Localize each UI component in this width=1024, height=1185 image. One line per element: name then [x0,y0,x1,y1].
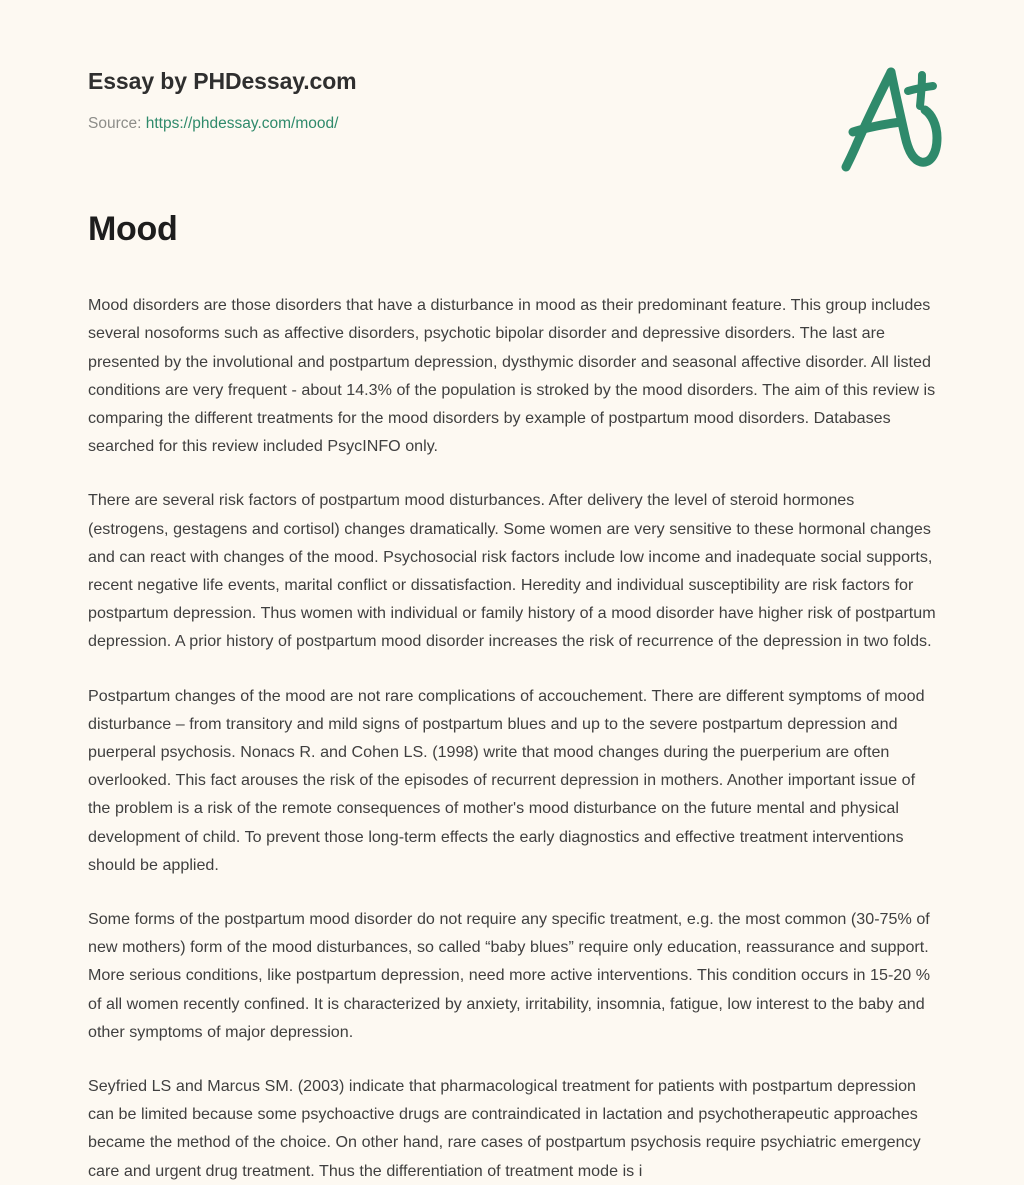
paragraph: Seyfried LS and Marcus SM. (2003) indicate that pharmacological treatment for patients with postpartum depression can be limited because some psychoactive drugs are contraindicated in lactation and psychotherapeutic approaches became the method of the choice. On other hand, rare cases of postpartum psychosis require psychiatric emergency care and urgent drug treatment. Thus the differentiation of treatment mode is i [88,1076,921,1180]
paragraph: Some forms of the postpartum mood disorder do not require any specific treatment, e.g. the most common (30-75% of new mothers) form of the mood disturbances, so called “baby blues” require only education, reassurance and support. More serious conditions, like postpartum depression, need more active interventions. This condition occurs in 15-20 % of all women recently confined. It is characterized by anxiety, irritability, insomnia, fatigue, low interest to the baby and other symptoms of major depression. [88,909,931,1041]
source-line [88,114,952,134]
page-title: Mood [88,210,178,248]
article [88,210,938,1185]
paragraph: Mood disorders are those disorders that have a disturbance in mood as their predominant feature. This group includes several nosoforms such as affective disorders, psychotic bipolar disorder and depressive disorders. The last are presented by the involutional and postpartum depression, dysthymic disorder and seasonal affective disorder. All listed conditions are very frequent - about 14.3% of the population is stroked by the mood disorders. The aim of this review is comparing the different treatments for the mood disorders by example of postpartum mood disorders. Databases searched for this review included PsycINFO only. [88,296,936,456]
paragraph: Postpartum changes of the mood are not rare complications of accouchement. There are different symptoms of mood disturbance – from transitory and mild signs of postpartum blues and up to the severe postpartum depression and puerperal psychosis. Nonacs R. and Cohen LS. (1998) write that mood changes during the puerperium are often overlooked. This fact arouses the risk of the episodes of recurrent depression in mothers. Another important issue of the problem is a risk of the remote consequences of mother's mood disturbance on the future mental and physical development of child. To prevent those long-term effects the early diagnostics and effective treatment interventions should be applied. [88,686,925,874]
a-plus-logo-icon [829,62,949,174]
a-plus-logo [829,62,949,174]
source-label: Source: [88,114,142,132]
source-url-link[interactable]: https://phdessay.com/mood/ [145,114,339,132]
article-body [88,291,938,1185]
page-header [88,68,952,178]
paragraph: There are several risk factors of postpartum mood disturbances. After delivery the level of steroid hormones (estrogens, gestagens and cortisol) changes dramatically. Some women are very sensitive to these hormonal changes and can react with changes of the mood. Psychosocial risk factors include low income and inadequate social supports, recent negative life events, marital conflict or dissatisfaction. Heredity and individual susceptibility are risk factors for postpartum depression. Thus women with individual or family history of a mood disorder have higher risk of postpartum depression. A prior history of postpartum mood disorder increases the risk of recurrence of the depression in two folds. [88,491,936,651]
brand-title: Essay by PHDessay.com [88,68,357,94]
